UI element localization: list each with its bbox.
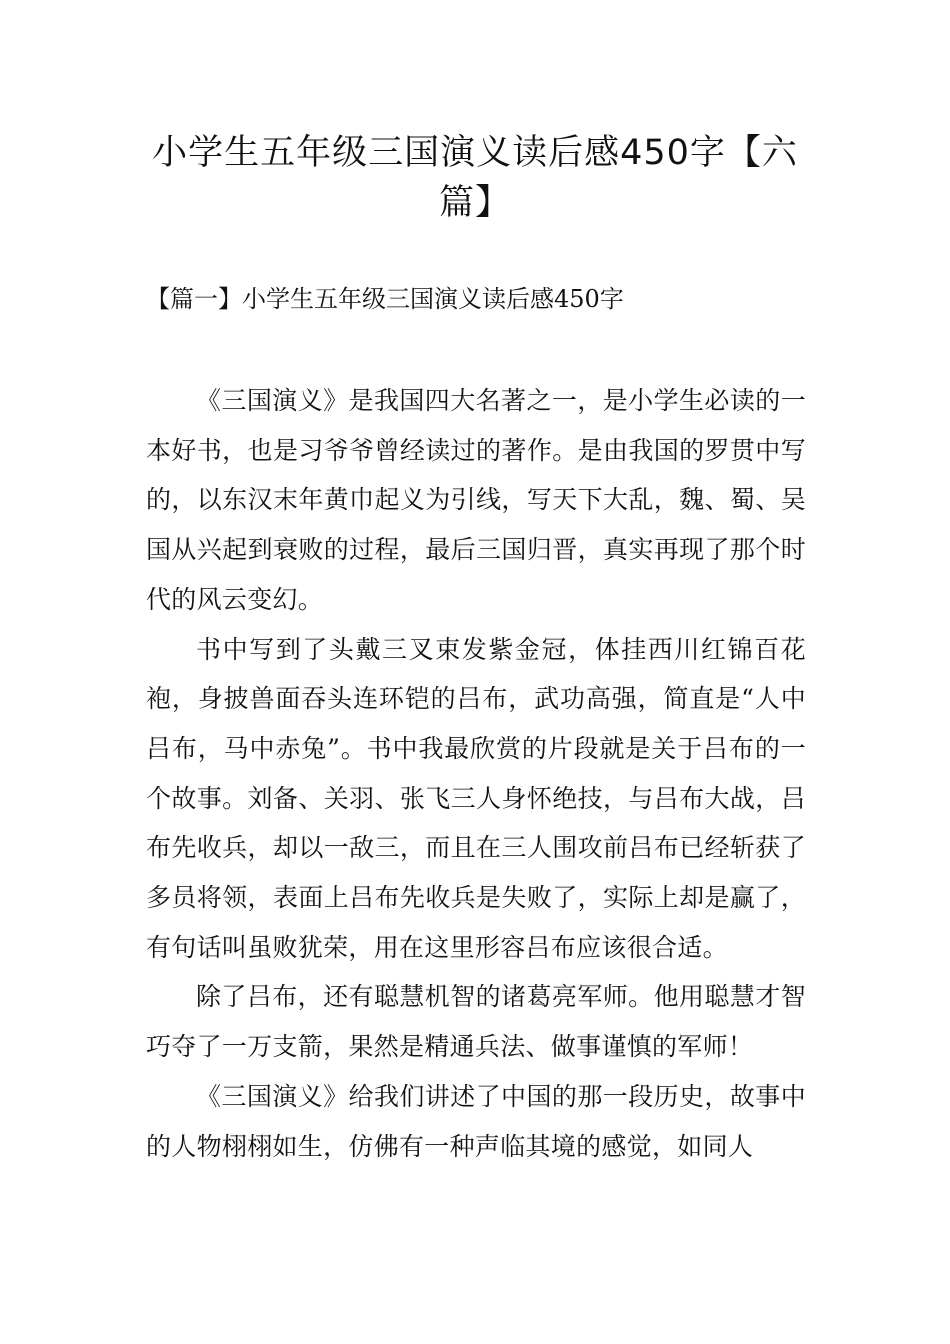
document-title: 小学生五年级三国演义读后感450字【六篇】 [152, 133, 798, 223]
section-heading: 【篇一】小学生五年级三国演义读后感450字 [146, 285, 624, 313]
paragraph-1: 《三国演义》是我国四大名著之一，是小学生必读的一本好书，也是习爷爷曾经读过的著作。是由我国的罗贯中写的，以东汉末年黄巾起义为引线，写天下大乱，魏、蜀、吴国从兴起到衰败的过程，最后三国归晋，真实再现了那个时代的风云变幻。 [146, 386, 806, 614]
paragraph-2: 书中写到了头戴三叉束发紫金冠，体挂西川红锦百花袍，身披兽面吞头连环铠的吕布，武功高强，简直是“人中吕布，马中赤兔”。书中我最欣赏的片段就是关于吕布的一个故事。刘备、关羽、张飞三人身怀绝技，与吕布大战，吕布先收兵，却以一敌三，而且在三人围攻前吕布已经斩获了多员将领，表面上吕布先收兵是失败了，实际上却是赢了，有句话叫虽败犹荣，用在这里形容吕布应该很合适。 [146, 634, 806, 962]
paragraph-4: 《三国演义》给我们讲述了中国的那一段历史，故事中的人物栩栩如生，仿佛有一种声临其境的感觉，如同人 [146, 1081, 806, 1161]
body-text [146, 376, 806, 1171]
paragraph-3: 除了吕布，还有聪慧机智的诸葛亮军师。他用聪慧才智巧夺了一万支箭，果然是精通兵法、做事谨慎的军师！ [146, 982, 806, 1062]
